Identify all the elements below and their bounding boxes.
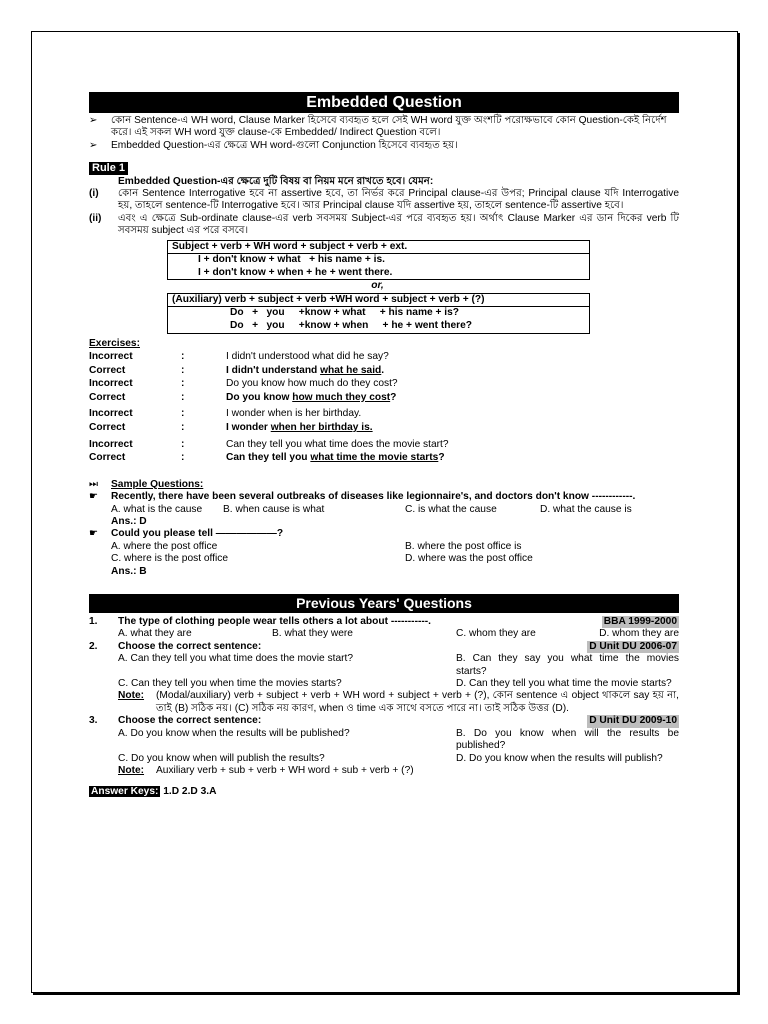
sample-q2: ☛ Could you please tell ——————?: [89, 528, 284, 540]
exercise-row: [89, 451, 679, 465]
exercise-row: [89, 438, 679, 452]
sample-q1-options: A. what is the cause B. when cause is what C. is what the cause D. what the cause is: [111, 503, 632, 515]
exercise-colon: :: [181, 438, 185, 450]
exercise-colon: :: [181, 351, 185, 363]
exercise-colon: :: [181, 364, 185, 376]
exercise-label: Incorrect: [89, 351, 133, 363]
pyq-q3: 3. Choose the correct sentence: D Unit DU 2009-10: [89, 715, 677, 727]
exercise-row: [89, 377, 679, 391]
exercises-section: [89, 338, 679, 465]
sample-q1: ☛ Recently, there have been several outbreaks of diseases like legionnaire's, and doctors don't know ------------.: [89, 491, 636, 503]
document-body: [89, 92, 679, 799]
exam-tag: D Unit DU 2006-07: [589, 640, 677, 652]
pyq-section: 1. The type of clothing people wear tells others a lot about -----------. BBA 1999-2000 A. what they are B. what they were C. whom they are D. whom they are 2. Choose the correct sentence: D Unit DU 2006-07 A. Can they tell you what time does the movie start? B. Can they say you what time the movies starts? C. Can they tell you when time the movies starts? D. Can they tell you what time the movie starts? Note: (Modal/auxiliary) verb + subject + verb + WH word + subject + verb + (?), কোন sentence এ object থাকলে say হয় না, তাই (B) সঠিক নয়। (C) সঠিক নয় কারণ, when ও time এক সাথে বসতে পারে না। তাই সঠিক উত্তর (D). 3. Choose the correct sentence: D Unit DU 2009-10 A. Do you know when the results will be published? B. Do you know when will the results be published? C. Do you know when will publish the results? D. Do you know when the results will publish? Note: Auxiliary verb + sub + verb + WH word + sub + verb + (?) Answer Keys: 1.D 2.D 3.A: [89, 616, 679, 798]
formula-box-1: Subject + verb + WH word + subject + verb + ext. I + don't know + what + his name + is. I + don't know + when + he + went there.: [167, 240, 590, 281]
exercise-sentence: Do you know how much they cost?: [226, 391, 397, 403]
exam-tag: D Unit DU 2009-10: [589, 715, 677, 727]
answer-keys: [89, 786, 679, 798]
rule-item-1: (i) কোন Sentence Interrogative হবে না assertive হবে, তা নির্ভর করে Principal clause-এর উপর; Principal clause যদি Interrogative হয়, তাহলে sentence-টি Interrogative হবে। আর Principal clause যদি assertive হয়, তাহলে sentence-টি assertive হবে।: [89, 188, 679, 212]
rule-item-2: (ii) এবং এ ক্ষেত্রে Sub-ordinate clause-এর verb সবসময় Subject-এর পরে ব্যবহৃত হয়। অর্থাৎ Clause Marker এর ডান দিকের verb টি সবসময় subject এর পরে বসবে।: [89, 212, 679, 237]
exercises-label: Exercises:: [89, 337, 140, 349]
exercise-colon: :: [181, 408, 185, 420]
exercise-sentence: Do you know how much do they cost?: [226, 378, 398, 390]
exercise-sentence: I wonder when her birthday is.: [226, 422, 373, 433]
exercise-label: Incorrect: [89, 408, 133, 420]
intro-bullet-2: ➢ Embedded Question-এর ক্ষেত্রে WH word-গুলো Conjunction হিসেবে ব্যবহৃত হয়।: [89, 139, 458, 151]
exercise-sentence: Can they tell you what time the movie starts?: [226, 452, 445, 464]
exercise-colon: :: [181, 378, 185, 390]
fast-forward-icon: ⏭: [89, 478, 98, 490]
rule-tag: Rule 1: [89, 162, 128, 175]
sample-questions: ⏭ Sample Questions: ☛ Recently, there have been several outbreaks of diseases like legionnaire's, and doctors don't know ------------. A. what is the cause B. when cause is what C. is what the cause D. what the cause is Ans.: D ☛ Could you please tell ——————? A. where the post office B. where the post office is C. where is the post office D. where was the post office Ans.: B: [89, 479, 679, 578]
exercise-row: [89, 421, 679, 435]
intro-bullet-1: ➢ কোন Sentence-এ WH word, Clause Marker হিসেবে ব্যবহৃত হলে সেই WH word যুক্ত অংশটি পরোক্ষভাবে কোন Question-কেই নির্দেশ করে। এই সকল WH word যুক্ত clause-কে Embedded/ Indirect Question বলে।: [89, 115, 667, 139]
sample-label: Sample Questions:: [111, 478, 204, 490]
exercise-colon: :: [181, 391, 185, 403]
exercise-row: [89, 391, 679, 405]
rule-section: [89, 162, 679, 333]
sample-q2-answer: Ans.: B: [111, 565, 147, 577]
exercise-sentence: I didn't understood what did he say?: [226, 351, 389, 363]
hand-pointer-icon: ☛: [89, 528, 98, 540]
exercise-sentence: I didn't understand what he said.: [226, 364, 385, 376]
pyq-q2: 2. Choose the correct sentence: D Unit DU 2006-07: [89, 640, 677, 652]
pyq-title: Previous Years' Questions: [89, 594, 679, 613]
rule-heading: Embedded Question-এর ক্ষেত্রে দুটি বিষয় বা নিয়ম মনে রাখতে হবে। যেমন:: [118, 175, 434, 187]
exercise-colon: :: [181, 422, 185, 433]
arrow-bullet-icon: ➢: [89, 115, 98, 126]
pyq-q2-note: Note: (Modal/auxiliary) verb + subject + verb + WH word + subject + verb + (?), কোন sentence এ object থাকলে say হয় না, তাই (B) সঠিক নয়। (C) সঠিক নয় কারণ, when ও time এক সাথে বসতে পারে না। তাই সঠিক উত্তর (D).: [118, 690, 679, 714]
pyq-q1: 1. The type of clothing people wear tells others a lot about -----------. BBA 1999-2000: [89, 616, 677, 628]
exercise-colon: :: [181, 452, 185, 464]
exercise-label: Correct: [89, 391, 126, 403]
exercise-label: Correct: [89, 452, 126, 464]
pyq-q3-note: Note: Auxiliary verb + sub + verb + WH word + sub + verb + (?): [118, 764, 414, 776]
exercise-label: Incorrect: [89, 378, 133, 390]
answer-keys-values: 1.D 2.D 3.A: [163, 786, 217, 798]
arrow-bullet-icon: ➢: [89, 139, 98, 151]
exercise-row: [89, 407, 679, 421]
exam-tag: BBA 1999-2000: [603, 616, 677, 628]
page-title: Embedded Question: [89, 92, 679, 113]
exercise-row: [89, 364, 679, 378]
exercise-row: [89, 350, 679, 364]
sample-q1-answer: Ans.: D: [111, 516, 147, 527]
hand-pointer-icon: ☛: [89, 491, 98, 503]
exercise-label: Incorrect: [89, 438, 133, 450]
formula-box-2: (Auxiliary) verb + subject + verb +WH word + subject + verb + (?) Do + you +know + what + his name + is? Do + you +know + when + he + went there?: [167, 293, 590, 334]
exercise-sentence: Can they tell you what time does the movie start?: [226, 438, 449, 450]
or-text: or,: [371, 280, 384, 292]
exercise-label: Correct: [89, 422, 126, 433]
answer-keys-label: Answer Keys:: [91, 786, 159, 798]
exercise-label: Correct: [89, 364, 126, 376]
exercise-sentence: I wonder when is her birthday.: [226, 408, 362, 420]
